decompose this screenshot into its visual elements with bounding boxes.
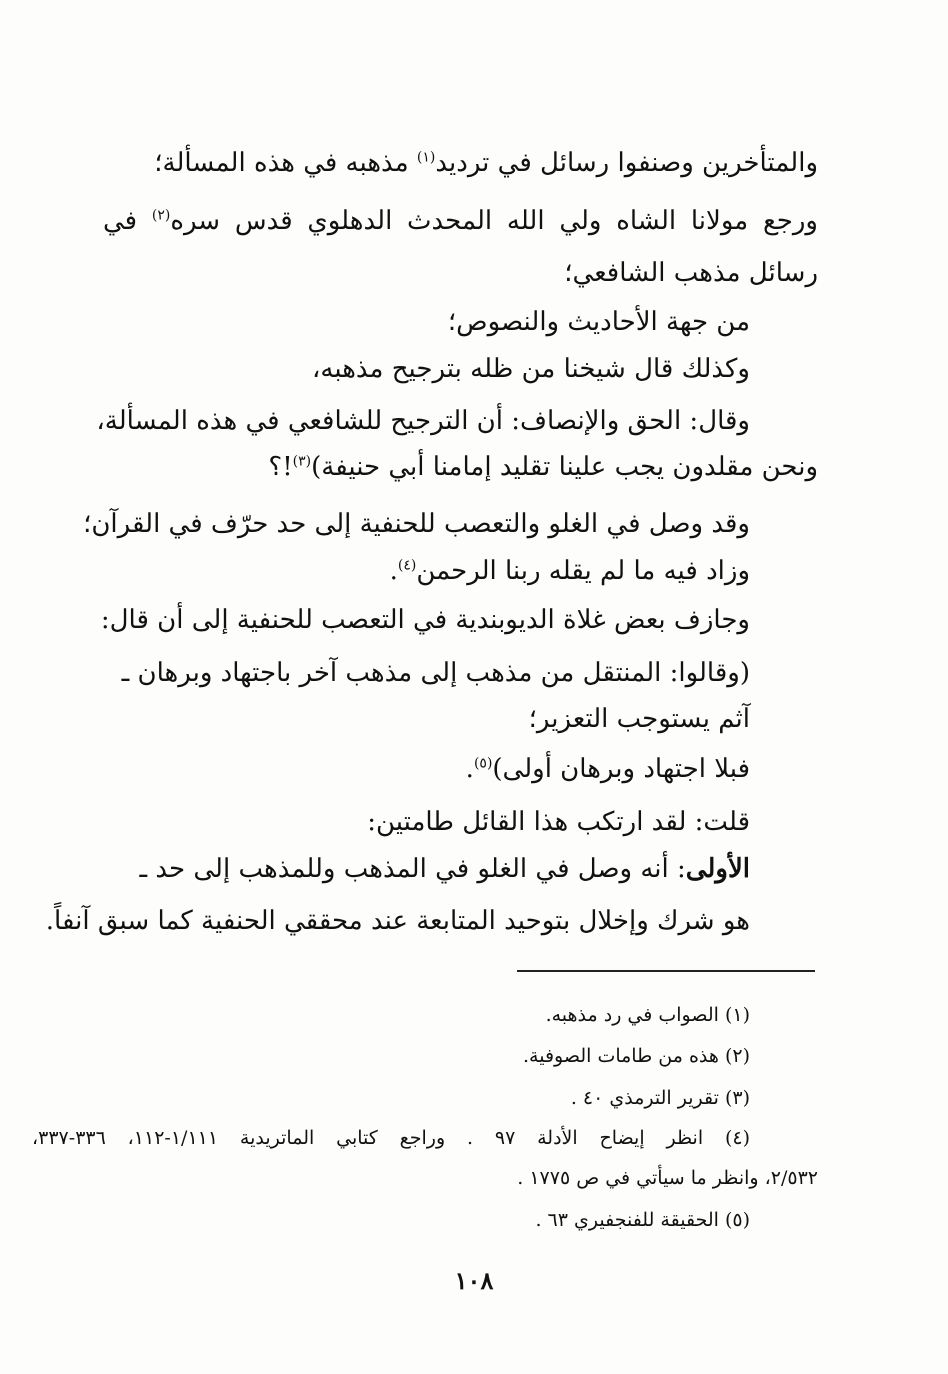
body-line-6: وقال: الحق والإنصاف: أن الترجيح للشافعي في هذه المسألة، [96, 406, 750, 436]
footnote-2: (٢) هذه من طامات الصوفية. [523, 1045, 750, 1067]
body-line-4: من جهة الأحاديث والنصوص؛ [447, 307, 750, 337]
body-line-5: وكذلك قال شيخنا من ظله بترجيح مذهبه، [312, 354, 750, 384]
first-point-label: الأولى [685, 854, 750, 884]
page-number: ١٠٨ [454, 1266, 494, 1295]
body-line-14: قلت: لقد ارتكب هذا القائل طامتين: [367, 807, 750, 837]
footnote-3: (٣) تقرير الترمذي ٤٠ . [570, 1087, 750, 1109]
footnote-ref-5: (٥) [473, 755, 493, 772]
body-line-7: ونحن مقلدون يجب علينا تقليد إمامنا أبي حنيفة)$^{(٣)}$!؟ [268, 452, 818, 482]
footnote-ref-4: (٤) [397, 557, 417, 574]
body-line-12: آثم يستوجب التعزير؛ [528, 704, 750, 734]
footnote-1: (١) الصواب في رد مذهبه. [545, 1004, 750, 1026]
body-line-16: هو شرك وإخلال بتوحيد المتابعة عند محققي الحنفية كما سبق آنفاً. [45, 906, 750, 936]
footnote-4-continued: ٢/٥٣٢، وانظر ما سيأتي في ص ١٧٧٥ . [517, 1167, 818, 1189]
body-line-11: (وقالوا: المنتقل من مذهب إلى مذهب آخر باجتهاد وبرهان ـ [121, 658, 750, 688]
body-line-8: وقد وصل في الغلو والتعصب للحنفية إلى حد حرّف في القرآن؛ [83, 509, 750, 539]
footnote-ref-3: (٣) [292, 453, 312, 470]
body-line-1: والمتأخرين وصنفوا رسائل في ترديد$^{(١)}$ مذهبه في هذه المسألة؛ [154, 148, 818, 178]
body-line-13: فبلا اجتهاد وبرهان أولى)$^{(٥)}$. [465, 754, 750, 784]
footnote-ref-1: (١) [416, 149, 436, 166]
footnote-ref-2: (٢) [151, 207, 171, 224]
body-line-10: وجازف بعض غلاة الديوبندية في التعصب للحنفية إلى أن قال: [100, 605, 750, 635]
footnote-separator [517, 970, 815, 972]
body-line-3: رسائل مذهب الشافعي؛ [564, 258, 818, 288]
footnote-5: (٥) الحقيقة للفنجفيري ٦٣ . [535, 1209, 750, 1231]
body-line-15: الأولى: أنه وصل في الغلو في المذهب وللمذهب إلى حد ـ [139, 854, 750, 884]
footnote-4: (٤) انظر إيضاح الأدلة ٩٧ . وراجع كتابي الماتريدية ١/١١١-١١٢، ٣٣٦-٣٣٧، [32, 1127, 750, 1149]
body-line-2: ورجع مولانا الشاه ولي الله المحدث الدهلوي قدس سره$^{(٢)}$ في [103, 206, 818, 236]
body-line-9: وزاد فيه ما لم يقله ربنا الرحمن$^{(٤)}$. [389, 556, 750, 586]
